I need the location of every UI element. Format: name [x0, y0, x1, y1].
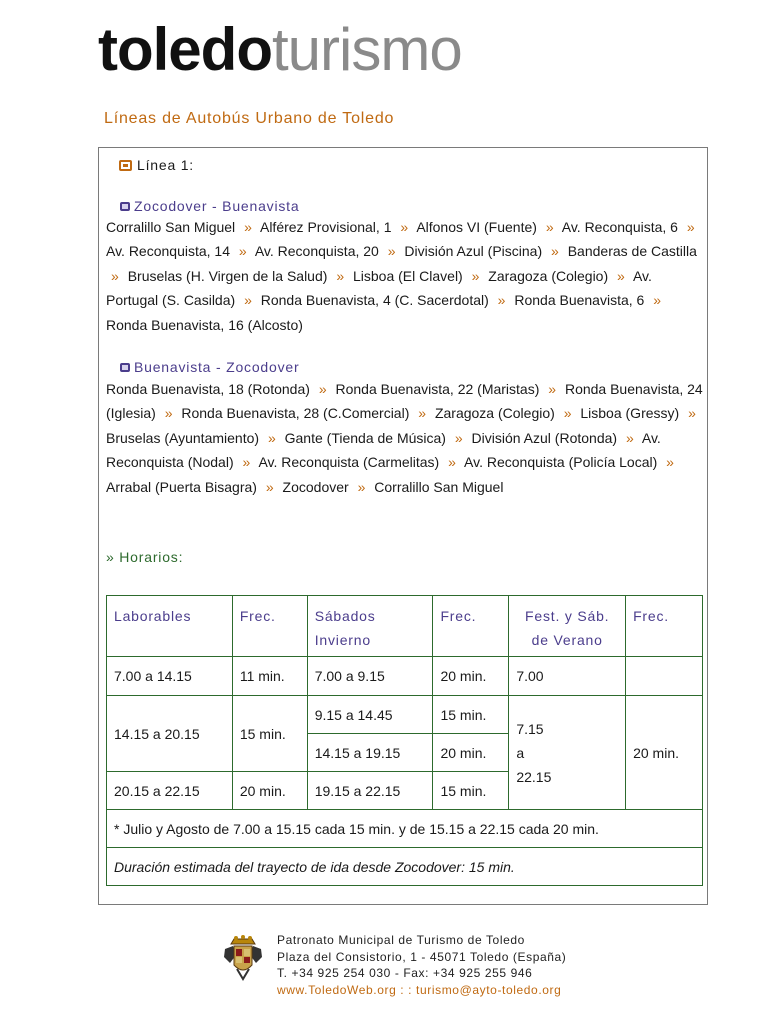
table-cell: 15 min. — [433, 772, 509, 810]
stop-separator: » — [244, 219, 252, 235]
table-cell-fest-range — [509, 696, 626, 810]
stop-separator: » — [244, 292, 252, 309]
stop-separator: » — [357, 478, 366, 495]
toledo-crest-icon — [222, 935, 264, 981]
stop-separator: » — [666, 454, 674, 471]
route-out-heading — [120, 198, 299, 214]
stop-separator: » — [545, 219, 554, 235]
schedule-table — [106, 595, 703, 886]
stop-name: Lisboa (Gressy) — [580, 405, 680, 422]
stop-name: Corralillo San Miguel — [106, 219, 236, 235]
table-cell: 7.00 a 9.15 — [307, 657, 433, 696]
stop-separator: » — [164, 405, 173, 422]
bus-stop-icon — [120, 202, 130, 211]
stop-name: Gante (Tienda de Música) — [284, 429, 446, 446]
table-cell: 7.00 a 14.15 — [107, 657, 233, 696]
stop-separator: » — [471, 267, 480, 284]
stop-separator: » — [688, 405, 696, 422]
stop-separator: » — [238, 243, 247, 260]
table-cell: 20 min. — [626, 696, 703, 810]
header-festivos: Fest. y Sáb. de Verano — [509, 596, 626, 657]
route-out-stops — [106, 215, 704, 337]
footer-contact — [277, 932, 566, 998]
stop-name: Av. Reconquista, 14 — [106, 243, 231, 260]
stop-name: Bruselas (H. Virgen de la Salud) — [127, 267, 328, 284]
table-header-row — [107, 596, 703, 657]
stop-separator: » — [336, 267, 345, 284]
bus-icon — [119, 160, 132, 171]
table-cell: 14.15 a 20.15 — [107, 696, 233, 772]
stop-name: Alfonos VI (Fuente) — [416, 219, 537, 235]
stop-name: Av. Reconquista, 6 — [561, 219, 678, 235]
stop-name: Av. Reconquista (Policía Local) — [464, 454, 658, 471]
stop-separator: » — [686, 219, 695, 235]
logo — [98, 18, 462, 82]
stop-name: Corralillo San Miguel — [374, 478, 504, 495]
stop-separator: » — [242, 454, 251, 471]
stop-separator: » — [267, 429, 276, 446]
horarios-heading: » Horarios: — [106, 549, 184, 565]
stop-name: División Azul (Rotonda) — [471, 429, 618, 446]
table-cell: 19.15 a 22.15 — [307, 772, 433, 810]
stop-name: Ronda Buenavista, 28 (C.Comercial) — [181, 405, 410, 422]
stop-name: Zaragoza (Colegio) — [434, 405, 555, 422]
duration-note: Duración estimada del trayecto de ida desde Zocodover: 15 min. — [107, 848, 703, 886]
table-cell: 20 min. — [433, 657, 509, 696]
table-cell: 14.15 a 19.15 — [307, 734, 433, 772]
table-cell: 9.15 a 14.45 — [307, 696, 433, 734]
line-heading — [119, 157, 194, 173]
table-cell: 15 min. — [433, 696, 509, 734]
table-cell: 11 min. — [232, 657, 307, 696]
logo-text-turismo: turismo — [271, 16, 462, 83]
table-cell-text: 22.15 — [516, 768, 552, 785]
stop-separator: » — [448, 454, 456, 471]
stop-name: Av. Reconquista, 20 — [254, 243, 379, 260]
route-back-title: Buenavista - Zocodover — [134, 359, 300, 375]
bus-stop-icon — [120, 363, 130, 372]
table-cell-text: 7.15 — [516, 720, 544, 737]
table-row — [107, 696, 703, 734]
stop-separator: » — [418, 405, 427, 422]
stop-name: División Azul (Piscina) — [404, 243, 543, 260]
table-row — [107, 848, 703, 886]
table-cell-text: a — [516, 744, 525, 761]
stop-separator: » — [400, 219, 409, 235]
footer-address: Plaza del Consistorio, 1 - 45071 Toledo (España) — [277, 949, 567, 964]
logo-text-toledo: toledo — [98, 16, 272, 83]
stop-name: Lisboa (El Clavel) — [353, 267, 463, 284]
stop-separator: » — [617, 267, 625, 284]
stop-separator: » — [318, 381, 327, 397]
stop-name: Ronda Buenavista, 4 (C. Sacerdotal) — [260, 292, 489, 309]
footer-web-link[interactable]: www.ToledoWeb.org : : turismo@ayto-toledo.org — [277, 982, 562, 997]
stop-name: Ronda Buenavista, 6 — [514, 292, 645, 309]
table-cell: 20 min. — [433, 734, 509, 772]
table-cell: 20 min. — [232, 772, 307, 810]
stop-name: Ronda Buenavista, 22 (Maristas) — [335, 381, 540, 397]
header-laborables: Laborables — [107, 596, 233, 657]
stop-separator: » — [387, 243, 396, 260]
table-row — [107, 810, 703, 848]
table-cell: 20.15 a 22.15 — [107, 772, 233, 810]
stop-separator: » — [111, 267, 119, 284]
header-frec: Frec. — [626, 596, 703, 657]
line-label: Línea 1: — [137, 157, 194, 173]
stop-separator: » — [497, 292, 506, 309]
stop-name: Arrabal (Puerta Bisagra) — [106, 478, 257, 495]
stop-name: Ronda Buenavista, 18 (Rotonda) — [106, 381, 310, 397]
header-sabados: Sábados Invierno — [307, 596, 433, 657]
header-frec: Frec. — [433, 596, 509, 657]
table-cell: 7.00 — [509, 657, 626, 696]
stop-name: Bruselas (Ayuntamiento) — [106, 429, 260, 446]
stop-name: Banderas de Castilla — [567, 243, 697, 260]
header-frec: Frec. — [232, 596, 307, 657]
route-out-title: Zocodover - Buenavista — [134, 198, 300, 214]
stop-name: Alférez Provisional, 1 — [259, 219, 392, 235]
stop-separator: » — [454, 429, 463, 446]
stop-separator: » — [653, 292, 662, 309]
stop-name: Av. Reconquista (Carmelitas) — [258, 454, 440, 471]
route-back-heading — [120, 359, 299, 375]
stop-name: Av. Portugal (S. Casilda) — [106, 267, 652, 309]
stop-name: Zaragoza (Colegio) — [488, 267, 609, 284]
stop-separator: » — [548, 381, 557, 397]
stop-separator: » — [625, 429, 634, 446]
stop-separator: » — [265, 478, 274, 495]
page-title: Líneas de Autobús Urbano de Toledo — [104, 110, 395, 127]
stop-name: Ronda Buenavista, 24 (Iglesia) — [106, 381, 703, 422]
stop-name: Zocodover — [282, 478, 349, 495]
stop-name: Ronda Buenavista, 16 (Alcosto) — [106, 316, 303, 333]
stop-separator: » — [563, 405, 572, 422]
content-box — [98, 147, 708, 905]
stop-separator: » — [551, 243, 559, 260]
schedule-note: * Julio y Agosto de 7.00 a 15.15 cada 15 min. y de 15.15 a 22.15 cada 20 min. — [107, 810, 703, 848]
footer-phones: T. +34 925 254 030 - Fax: +34 925 255 946 — [277, 966, 533, 980]
footer-org: Patronato Municipal de Turismo de Toledo — [277, 933, 525, 947]
stop-name: Av. Reconquista (Nodal) — [106, 429, 661, 471]
table-cell: 15 min. — [232, 696, 307, 772]
table-row — [107, 657, 703, 696]
table-cell — [626, 657, 703, 696]
route-back-stops — [106, 377, 704, 499]
